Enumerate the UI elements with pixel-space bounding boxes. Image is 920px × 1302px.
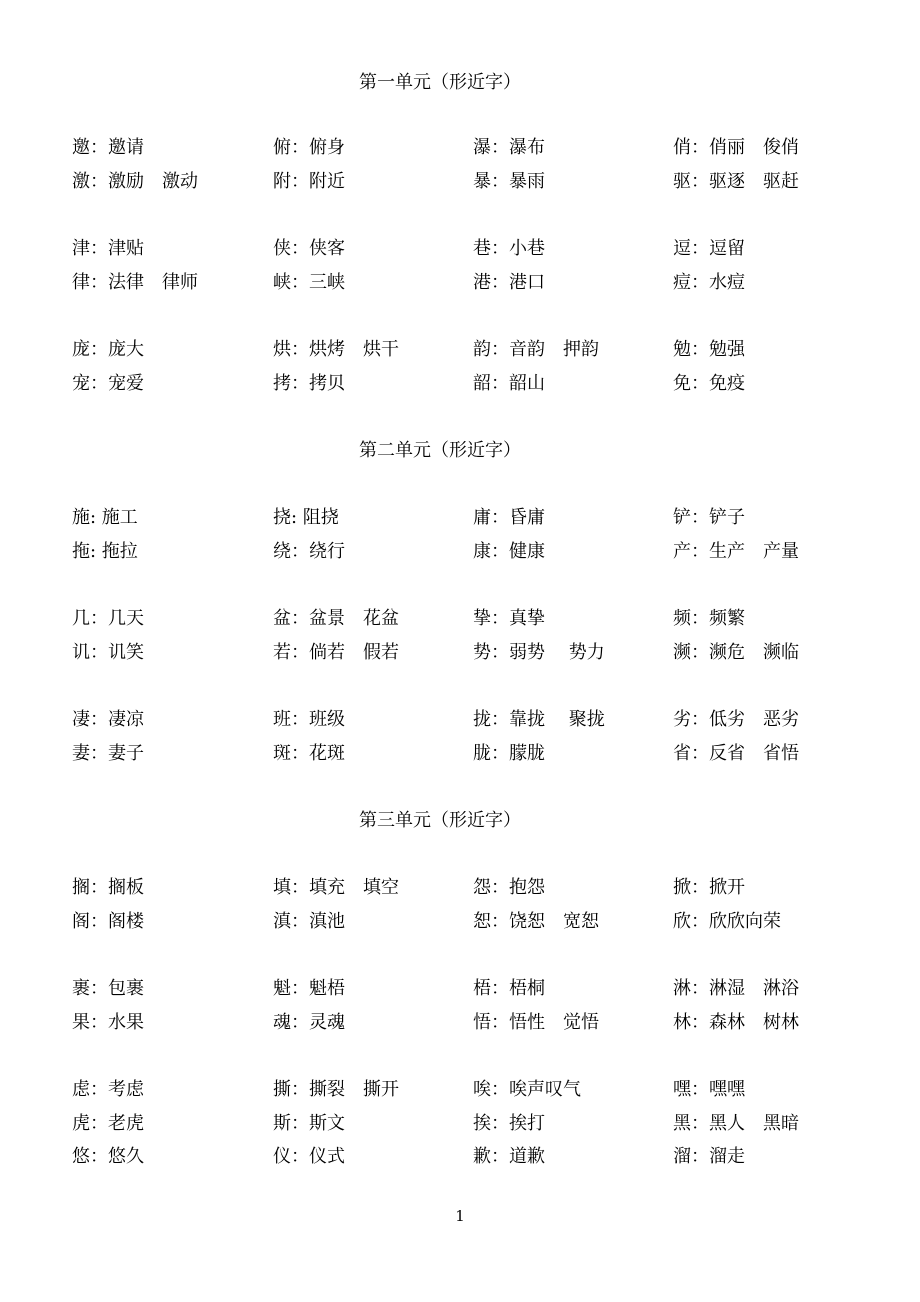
word-entry: 填：填充 填空 — [273, 877, 399, 898]
word-row — [72, 641, 832, 665]
word-row — [72, 136, 832, 160]
word-entry: 嘿：嘿嘿 — [673, 1079, 745, 1100]
word-entry: 欣：欣欣向荣 — [673, 911, 781, 932]
word-row — [72, 1112, 832, 1136]
word-entry: 歉：道歉 — [473, 1146, 545, 1167]
word-entry: 黑：黑人 黑暗 — [673, 1113, 799, 1134]
word-row — [72, 372, 832, 396]
word-row — [72, 170, 832, 194]
word-entry: 暴：暴雨 — [473, 171, 545, 192]
word-entry: 滇：滇池 — [273, 911, 345, 932]
word-entry: 淋：淋湿 淋浴 — [673, 978, 799, 999]
word-row — [72, 506, 832, 530]
word-entry: 挚：真挚 — [473, 608, 545, 629]
word-entry: 峡：三峡 — [273, 272, 345, 293]
word-entry: 拖: 拖拉 — [72, 541, 138, 562]
word-entry: 巷：小巷 — [473, 238, 545, 259]
word-entry: 康：健康 — [473, 541, 545, 562]
word-entry: 庞：庞大 — [72, 339, 144, 360]
word-row — [72, 271, 832, 295]
word-entry: 频：频繁 — [673, 608, 745, 629]
word-entry: 激：激励 激动 — [72, 171, 198, 192]
word-entry: 悠：悠久 — [72, 1146, 144, 1167]
word-row — [72, 1011, 832, 1035]
word-entry: 林：森林 树林 — [673, 1012, 799, 1033]
word-entry: 痘：水痘 — [673, 272, 745, 293]
word-entry: 若：倘若 假若 — [273, 642, 399, 663]
section-title-unit-3: 第三单元（形近字） — [359, 810, 521, 831]
word-entry: 韶：韶山 — [473, 373, 545, 394]
word-entry: 几：几天 — [72, 608, 144, 629]
word-entry: 拢：靠拢 聚拢 — [473, 709, 605, 730]
word-entry: 搁：搁板 — [72, 877, 144, 898]
word-entry: 讥：讥笑 — [72, 642, 144, 663]
word-row — [72, 540, 832, 564]
word-entry: 侠：侠客 — [273, 238, 345, 259]
word-entry: 斯：斯文 — [273, 1113, 345, 1134]
word-entry: 挨：挨打 — [473, 1113, 545, 1134]
word-entry: 韵：音韵 押韵 — [473, 339, 599, 360]
word-entry: 盆：盆景 花盆 — [273, 608, 399, 629]
word-entry: 濒：濒危 濒临 — [673, 642, 799, 663]
word-entry: 魁：魁梧 — [273, 978, 345, 999]
word-row — [72, 742, 832, 766]
word-entry: 凄：凄凉 — [72, 709, 144, 730]
section-title-unit-2: 第二单元（形近字） — [359, 440, 521, 461]
word-entry: 宠：宠爱 — [72, 373, 144, 394]
word-entry: 势：弱势 势力 — [473, 642, 605, 663]
word-entry: 省：反省 省悟 — [673, 743, 799, 764]
word-entry: 胧：朦胧 — [473, 743, 545, 764]
word-entry: 班：班级 — [273, 709, 345, 730]
word-entry: 庸：昏庸 — [473, 507, 545, 528]
word-entry: 劣：低劣 恶劣 — [673, 709, 799, 730]
word-entry: 魂：灵魂 — [273, 1012, 345, 1033]
word-entry: 铲：铲子 — [673, 507, 745, 528]
word-entry: 撕：撕裂 撕开 — [273, 1079, 399, 1100]
word-entry: 逗：逗留 — [673, 238, 745, 259]
word-entry: 掀：掀开 — [673, 877, 745, 898]
word-row — [72, 977, 832, 1001]
word-row — [72, 338, 832, 362]
word-entry: 俯：俯身 — [273, 137, 345, 158]
word-entry: 仪：仪式 — [273, 1146, 345, 1167]
word-entry: 绕：绕行 — [273, 541, 345, 562]
word-entry: 烘：烘烤 烘干 — [273, 339, 399, 360]
word-entry: 唉：唉声叹气 — [473, 1079, 581, 1100]
word-entry: 溜：溜走 — [673, 1146, 745, 1167]
word-entry: 怨：抱怨 — [473, 877, 545, 898]
word-row — [72, 708, 832, 732]
section-title-unit-1: 第一单元（形近字） — [359, 72, 521, 93]
word-entry: 施: 施工 — [72, 507, 138, 528]
word-entry: 悟：悟性 觉悟 — [473, 1012, 599, 1033]
word-row — [72, 237, 832, 261]
word-entry: 阁：阁楼 — [72, 911, 144, 932]
word-row — [72, 607, 832, 631]
word-entry: 津：津贴 — [72, 238, 144, 259]
word-entry: 果：水果 — [72, 1012, 144, 1033]
word-entry: 驱：驱逐 驱赶 — [673, 171, 799, 192]
word-entry: 瀑：瀑布 — [473, 137, 545, 158]
word-row — [72, 1145, 832, 1169]
word-row — [72, 910, 832, 934]
word-entry: 律：法律 律师 — [72, 272, 198, 293]
word-row — [72, 1078, 832, 1102]
word-entry: 梧：梧桐 — [473, 978, 545, 999]
word-entry: 虎：老虎 — [72, 1113, 144, 1134]
word-entry: 恕：饶恕 宽恕 — [473, 911, 599, 932]
word-entry: 勉：勉强 — [673, 339, 745, 360]
word-entry: 港：港口 — [473, 272, 545, 293]
word-entry: 虑：考虑 — [72, 1079, 144, 1100]
word-entry: 邀：邀请 — [72, 137, 144, 158]
word-entry: 附：附近 — [273, 171, 345, 192]
word-entry: 拷：拷贝 — [273, 373, 345, 394]
word-entry: 俏：俏丽 俊俏 — [673, 137, 799, 158]
word-entry: 产：生产 产量 — [673, 541, 799, 562]
word-entry: 裹：包裹 — [72, 978, 144, 999]
word-entry: 挠: 阻挠 — [273, 507, 339, 528]
page-number: 1 — [455, 1207, 465, 1225]
word-entry: 免：免疫 — [673, 373, 745, 394]
word-row — [72, 876, 832, 900]
word-entry: 斑：花斑 — [273, 743, 345, 764]
word-entry: 妻：妻子 — [72, 743, 144, 764]
